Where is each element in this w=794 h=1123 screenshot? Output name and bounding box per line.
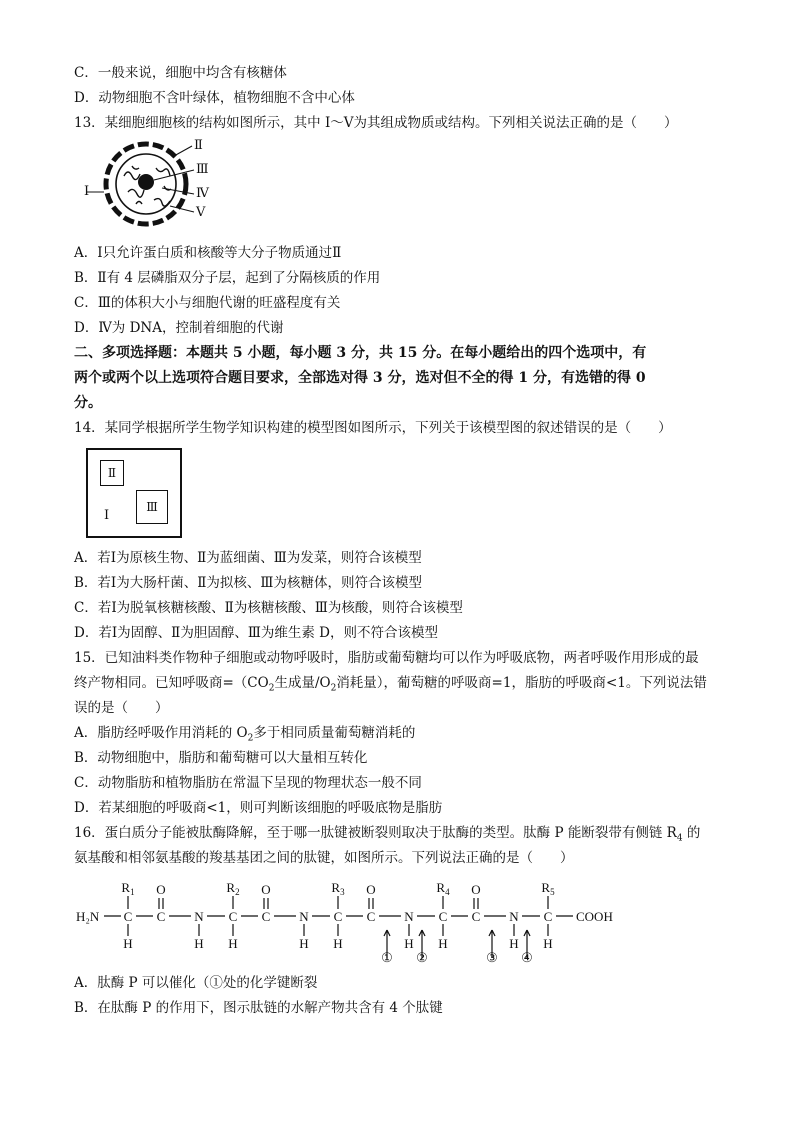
q16-stem-line2: 氨基酸和相邻氨基酸的羧基基团之间的肽键，如图所示。下列说法正确的是（ ） xyxy=(74,850,574,866)
alpha-carbon: C xyxy=(123,909,133,924)
q12-option-c: C．一般来说，细胞中均含有核糖体 xyxy=(74,65,287,81)
q15-option-a xyxy=(74,723,415,749)
q16-option-b: B．在肽酶 P 的作用下，图示肽链的水解产物共含有 4 个肽键 xyxy=(74,1000,443,1016)
hydrogen: H xyxy=(333,936,343,951)
q14-option-a: A．若Ⅰ为原核生物、Ⅱ为蓝细菌、Ⅲ为发菜，则符合该模型 xyxy=(74,550,422,566)
alpha-carbon: C xyxy=(228,909,238,924)
q13-option-c: C．Ⅲ的体积大小与细胞代谢的旺盛程度有关 xyxy=(74,295,341,311)
alpha-carbon: C xyxy=(333,909,343,924)
q15-text-c: 消耗量），葡萄糖的呼吸商=1，脂肪的呼吸商<1。下列说法错 xyxy=(336,675,707,691)
co2-subscript: 2 xyxy=(268,683,275,694)
nucleus-label-iv: Ⅳ xyxy=(196,186,209,201)
carbonyl-carbon: C xyxy=(156,909,166,924)
amino-terminus: H₂N xyxy=(76,909,100,924)
q15-stem-line2 xyxy=(74,673,707,699)
q15-text-b: 生成量/O xyxy=(274,675,331,691)
q16-option-a: A．肽酶 P 可以催化（①处的化学键断裂 xyxy=(74,975,318,991)
nucleus-label-ii: Ⅱ xyxy=(194,138,203,153)
q13-option-a: A．Ⅰ只允许蛋白质和核酸等大分子物质通过Ⅱ xyxy=(74,245,342,261)
nucleus-label-v: Ⅴ xyxy=(196,205,206,220)
hydrogen: H xyxy=(299,936,309,951)
oxygen: O xyxy=(156,882,166,897)
amide-nitrogen: N xyxy=(509,909,519,924)
carbonyl-carbon: C xyxy=(471,909,481,924)
carbonyl-carbon: C xyxy=(366,909,376,924)
hydrogen: H xyxy=(123,936,133,951)
section2-heading-line3: 分。 xyxy=(74,395,102,411)
q13-stem: 13．某细胞细胞核的结构如图所示，其中 Ⅰ～Ⅴ为其组成物质或结构。下列相关说法正确的是（ ） xyxy=(74,115,678,131)
carboxyl-terminus: COOH xyxy=(576,909,613,924)
section2-heading-line2: 两个或两个以上选项符合题目要求，全部选对得 3 分，选对但不全的得 1 分，有选错的得 0 xyxy=(74,370,646,386)
q16-text-a: 16．蛋白质分子能被肽酶降解，至于哪一肽键被断裂则取决于肽酶的类型。肽酶 P 能断裂带有侧链 R xyxy=(74,825,677,841)
q13-option-d: D．Ⅳ为 DNA，控制着细胞的代谢 xyxy=(74,320,284,336)
amide-nitrogen: N xyxy=(299,909,309,924)
q13-option-b: B．Ⅱ有 4 层磷脂双分子层，起到了分隔核质的作用 xyxy=(74,270,381,286)
cleavage-site-marker: ② xyxy=(416,950,428,965)
nucleus-label-i: Ⅰ xyxy=(84,184,90,199)
hydrogen: H xyxy=(509,936,519,951)
hydrogen: H xyxy=(404,936,414,951)
q12-option-d: D．动物细胞不含叶绿体，植物细胞不含中心体 xyxy=(74,90,355,106)
side-chain-r: $R_2$ xyxy=(226,880,240,897)
alpha-carbon: C xyxy=(438,909,448,924)
hydrogen: H xyxy=(543,936,553,951)
r4-subscript: 4 xyxy=(676,833,683,844)
cleavage-site-marker: ③ xyxy=(486,950,498,965)
q15-option-a-text1: A．脂肪经呼吸作用消耗的 O xyxy=(74,725,248,741)
oxygen: O xyxy=(261,882,271,897)
side-chain-r: $R_3$ xyxy=(331,880,345,897)
q15-stem-line3: 误的是（ ） xyxy=(74,700,169,716)
side-chain-r: $R_5$ xyxy=(541,880,555,897)
q16-text-b: 的 xyxy=(682,825,701,841)
amide-nitrogen: N xyxy=(404,909,414,924)
alpha-carbon: C xyxy=(543,909,553,924)
hydrogen: H xyxy=(228,936,238,951)
q14-option-b: B．若Ⅰ为大肠杆菌、Ⅱ为拟核、Ⅲ为核糖体，则符合该模型 xyxy=(74,575,422,591)
oxygen: O xyxy=(366,882,376,897)
model-label-iii: Ⅲ xyxy=(146,500,158,514)
q16-stem-line1 xyxy=(74,823,700,849)
model-label-ii: Ⅱ xyxy=(107,466,117,480)
side-chain-r: $R_1$ xyxy=(121,880,135,897)
o2-subscript: 2 xyxy=(330,683,337,694)
hydrogen: H xyxy=(438,936,448,951)
carbonyl-carbon: C xyxy=(261,909,271,924)
model-diagram xyxy=(86,448,182,538)
side-chain-r: $R_4$ xyxy=(436,880,450,897)
model-box-iii xyxy=(136,490,168,524)
peptide-chain-diagram xyxy=(76,876,636,966)
model-box-ii xyxy=(100,460,124,486)
oxygen: O xyxy=(471,882,481,897)
hydrogen: H xyxy=(194,936,204,951)
o2-subscript: 2 xyxy=(247,733,254,744)
q15-option-c: C．动物脂肪和植物脂肪在常温下呈现的物理状态一般不同 xyxy=(74,775,422,791)
model-label-i: Ⅰ xyxy=(104,508,110,523)
q14-stem: 14．某同学根据所学生物学知识构建的模型图如图所示，下列关于该模型图的叙述错误的是（ ） xyxy=(74,420,672,436)
q15-option-b: B．动物细胞中，脂肪和葡萄糖可以大量相互转化 xyxy=(74,750,368,766)
nucleus-label-iii: Ⅲ xyxy=(196,162,209,177)
q14-option-c: C．若Ⅰ为脱氧核糖核酸、Ⅱ为核糖核酸、Ⅲ为核酸，则符合该模型 xyxy=(74,600,463,616)
q15-option-a-text2: 多于相同质量葡萄糖消耗的 xyxy=(253,725,416,741)
section2-heading-line1: 二、多项选择题：本题共 5 小题，每小题 3 分，共 15 分。在每小题给出的四个选项中，有 xyxy=(74,345,647,361)
amide-nitrogen: N xyxy=(194,909,204,924)
cleavage-site-marker: ④ xyxy=(521,950,533,965)
q15-text-a: 终产物相同。已知呼吸商=（CO xyxy=(74,675,269,691)
cleavage-site-marker: ① xyxy=(381,950,393,965)
q15-option-d: D．若某细胞的呼吸商<1，则可判断该细胞的呼吸底物是脂肪 xyxy=(74,800,443,816)
q14-option-d: D．若Ⅰ为固醇、Ⅱ为胆固醇、Ⅲ为维生素 D，则不符合该模型 xyxy=(74,625,438,641)
q15-stem-line1: 15．已知油料类作物种子细胞或动物呼吸时，脂肪或葡萄糖均可以作为呼吸底物，两者呼吸作用形成的最 xyxy=(74,650,699,666)
